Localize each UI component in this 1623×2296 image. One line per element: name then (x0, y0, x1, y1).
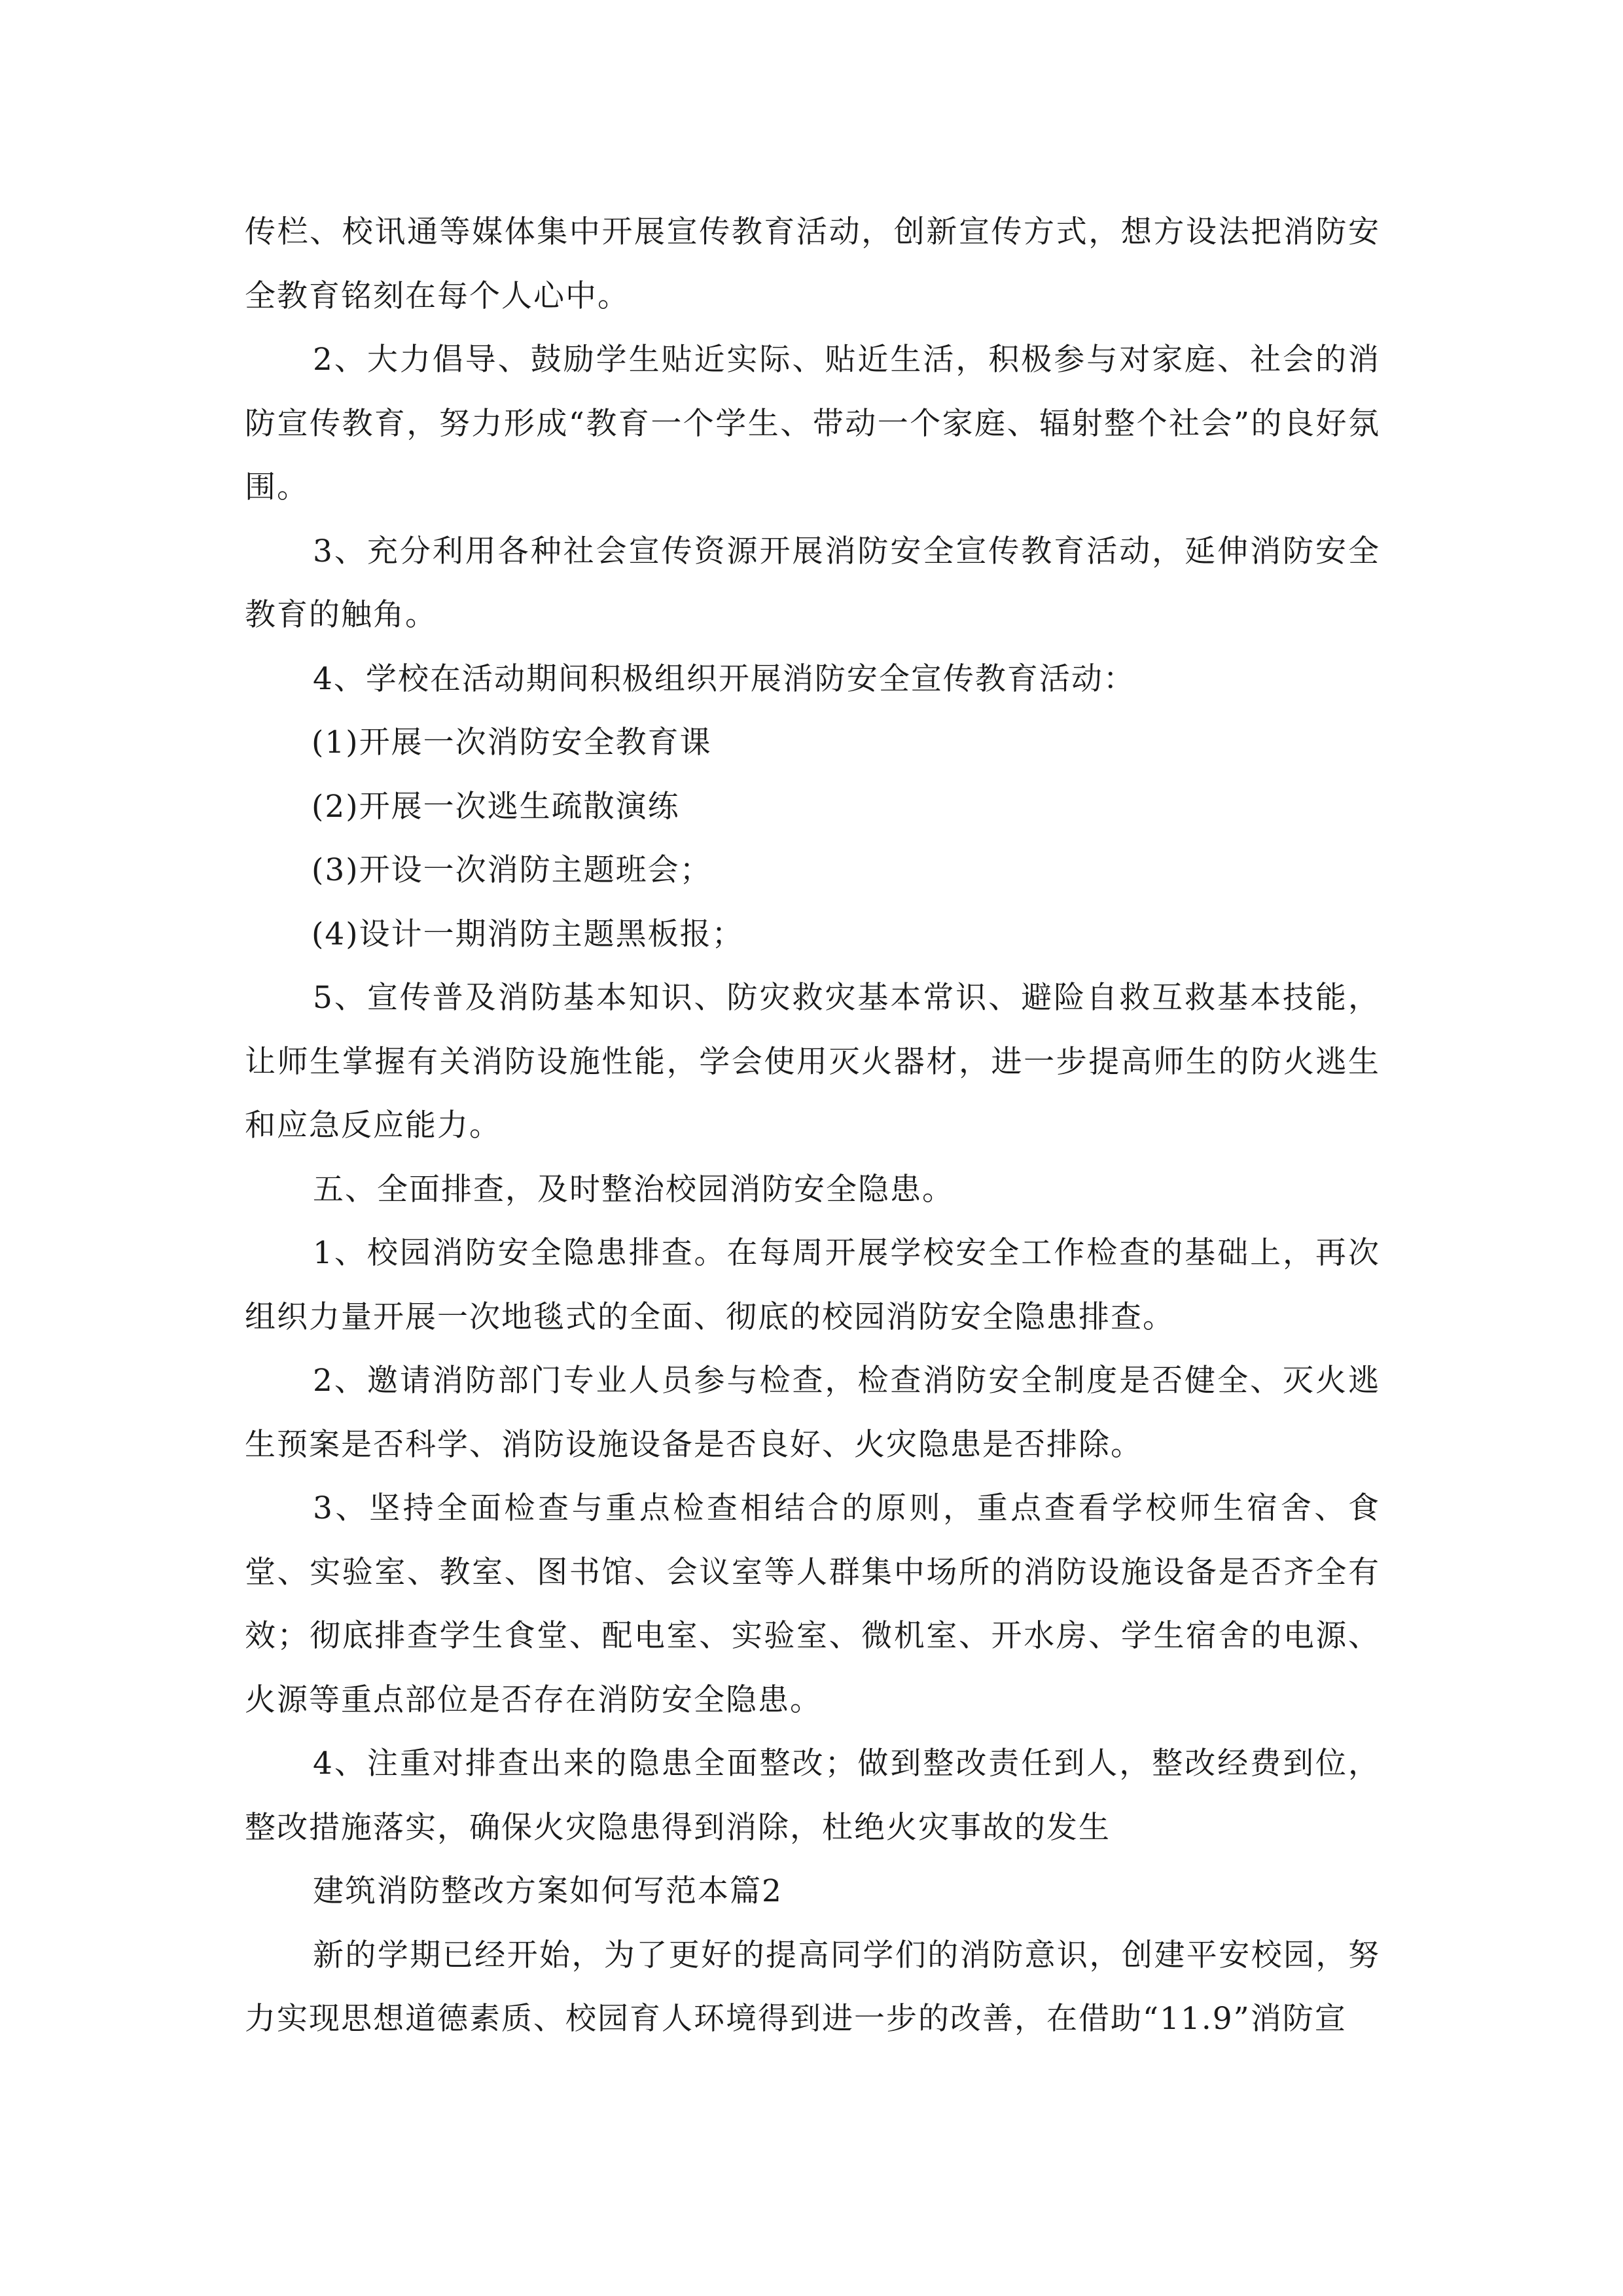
sub-item-4: (4)设计一期消防主题黑板报； (312, 916, 744, 952)
sub-item-3: (3)开设一次消防主题班会； (312, 852, 712, 888)
paragraph-continuation: 传栏、校讯通等媒体集中开展宣传教育活动，创新宣传方式，想方设法把消防安全教育铭刻在每个人心中。 (245, 214, 1380, 314)
paragraph-item-3: 3、充分利用各种社会宣传资源开展消防安全宣传教育活动，延伸消防安全教育的触角。 (245, 533, 1380, 633)
article-intro: 新的学期已经开始，为了更好的提高同学们的消防意识，创建平安校园，努力实现思想道德素质、校园育人环境得到进一步的改善，在借助“11.9”消防宣 (245, 1937, 1380, 2037)
sub-item-1: (1)开展一次消防安全教育课 (312, 725, 712, 761)
paragraph-item-4: 4、学校在活动期间积极组织开展消防安全宣传教育活动： (313, 660, 1135, 697)
document-body (245, 200, 1380, 2051)
section-5-item-2: 2、邀请消防部门专业人员参与检查，检查消防安全制度是否健全、灭火逃生预案是否科学、消防设施设备是否良好、火灾隐患是否排除。 (245, 1363, 1380, 1463)
section-5-item-4: 4、注重对排查出来的隐患全面整改；做到整改责任到人，整改经费到位，整改措施落实，确保火灾隐患得到消除，杜绝火灾事故的发生 (245, 1746, 1380, 1846)
article-title: 建筑消防整改方案如何写范本篇2 (313, 1873, 783, 1909)
paragraph-item-2: 2、大力倡导、鼓励学生贴近实际、贴近生活，积极参与对家庭、社会的消防宣传教育，努力形成“教育一个学生、带动一个家庭、辐射整个社会”的良好氛围。 (245, 342, 1380, 505)
sub-item-2: (2)开展一次逃生疏散演练 (312, 788, 680, 825)
section-5-item-1: 1、校园消防安全隐患排查。在每周开展学校安全工作检查的基础上，再次组织力量开展一次地毯式的全面、彻底的校园消防安全隐患排查。 (245, 1235, 1380, 1335)
section-heading-5: 五、全面排查，及时整治校园消防安全隐患。 (313, 1171, 954, 1208)
section-5-item-3: 3、坚持全面检查与重点检查相结合的原则，重点查看学校师生宿舍、食堂、实验室、教室、图书馆、会议室等人群集中场所的消防设施设备是否齐全有效；彻底排查学生食堂、配电室、实验室、微机室、开水房、学生宿舍的电源、火源等重点部位是否存在消防安全隐患。 (245, 1490, 1380, 1718)
paragraph-item-5: 5、宣传普及消防基本知识、防灾救灾基本常识、避险自救互救基本技能，让师生掌握有关消防设施性能，学会使用灭火器材，进一步提高师生的防火逃生和应急反应能力。 (245, 980, 1380, 1143)
